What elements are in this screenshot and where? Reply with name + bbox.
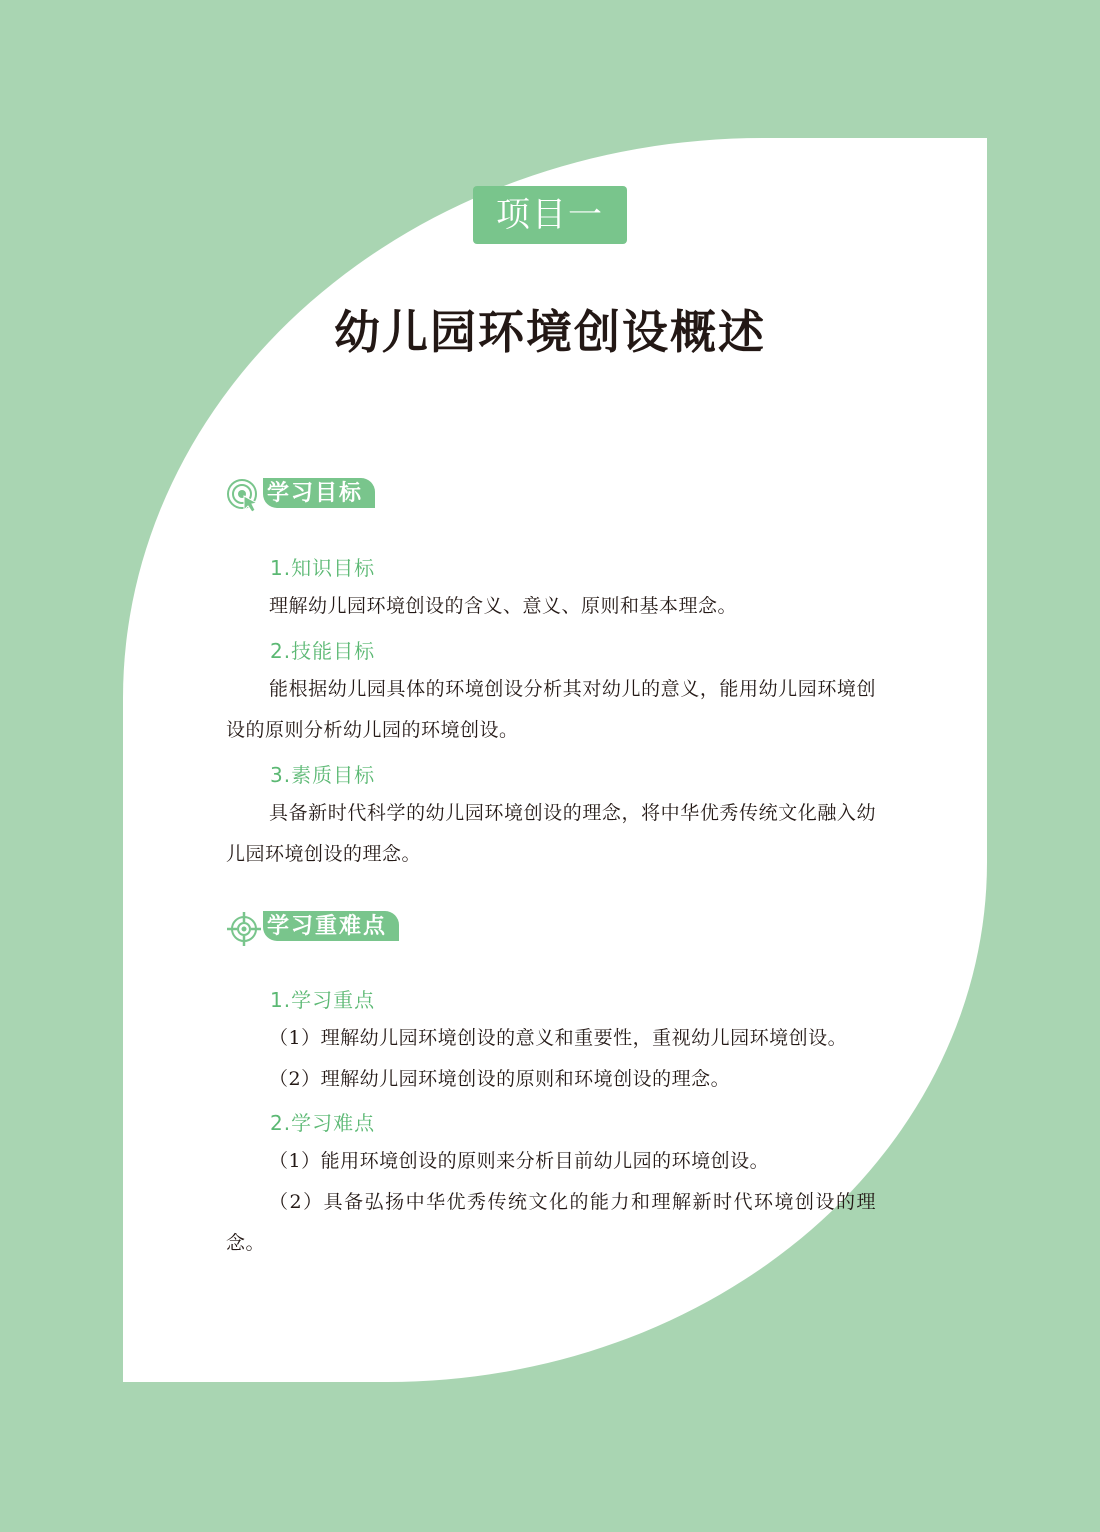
objective-heading: 2.技能目标 xyxy=(270,639,376,663)
project-badge: 项目一 xyxy=(473,186,627,244)
section-label: 学习重难点 xyxy=(263,911,399,941)
keypoint-line: （1）能用环境创设的原则来分析目前幼儿园的环境创设。 xyxy=(269,1150,770,1172)
chapter-title: 幼儿园环境创设概述 xyxy=(334,305,766,359)
crosshair-icon xyxy=(226,911,262,947)
objective-text: 具备新时代科学的幼儿园环境创设的理念，将中华优秀传统文化融入幼儿园环境创设的理念。 xyxy=(226,802,876,865)
section-label: 学习目标 xyxy=(263,478,375,508)
objective-heading: 3.素质目标 xyxy=(270,763,376,787)
objective-text: 理解幼儿园环境创设的含义、意义、原则和基本理念。 xyxy=(269,595,738,617)
touch-target-icon xyxy=(226,478,262,514)
objective-heading: 1.知识目标 xyxy=(270,556,376,580)
keypoint-heading: 1.学习重点 xyxy=(270,988,376,1012)
keypoint-line: （2）理解幼儿园环境创设的原则和环境创设的理念。 xyxy=(269,1068,731,1090)
keypoint-line: （2）具备弘扬中华优秀传统文化的能力和理解新时代环境创设的理念。 xyxy=(226,1191,876,1254)
keypoint-heading: 2.学习难点 xyxy=(270,1111,376,1135)
keypoint-line: （1）理解幼儿园环境创设的意义和重要性，重视幼儿园环境创设。 xyxy=(269,1027,848,1049)
objective-text: 能根据幼儿园具体的环境创设分析其对幼儿的意义，能用幼儿园环境创设的原则分析幼儿园的环境创设。 xyxy=(226,678,876,741)
